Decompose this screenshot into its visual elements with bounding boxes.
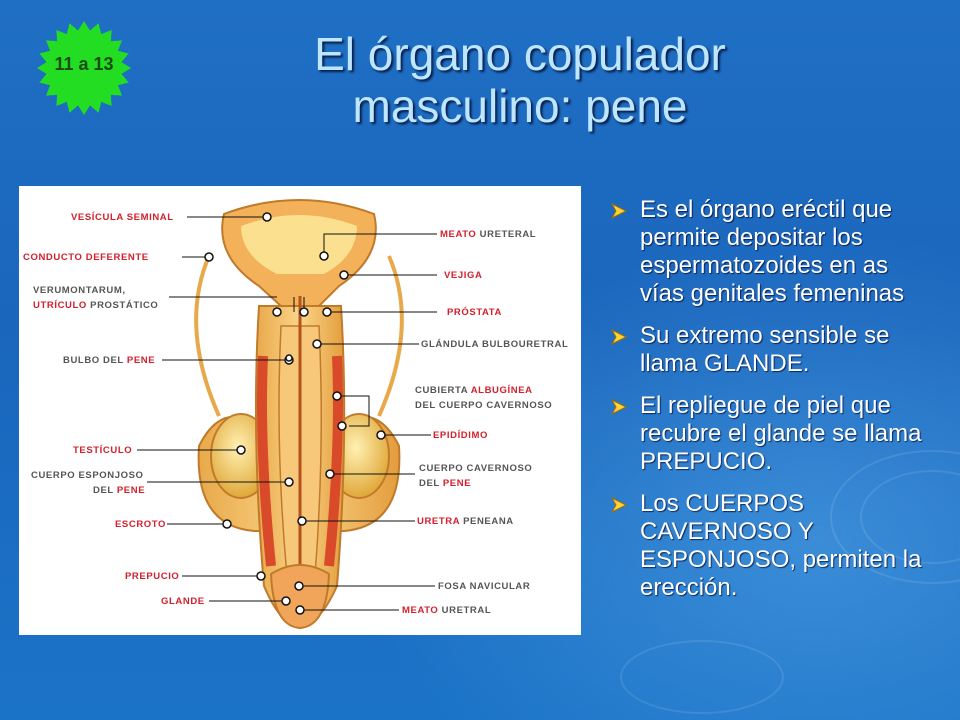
label-prepucio: PREPUCIO xyxy=(125,571,180,582)
arrow-bullet-icon xyxy=(610,328,628,346)
bullet-text: Es el órgano eréctil que permite depositar los espermatozoides en as vías genitales femeninas xyxy=(640,196,905,307)
label-del-pene-cavernoso: DEL PENE xyxy=(419,478,472,489)
label-cubierta-albuginea: CUBIERTA ALBUGÍNEA xyxy=(415,385,533,396)
label-verumontarum: VERUMONTARUM, xyxy=(33,285,126,296)
bullet-list xyxy=(608,196,938,616)
title-line-1: El órgano copulador xyxy=(314,28,726,80)
label-vejiga: VEJIGA xyxy=(444,270,483,281)
label-glandula-bulbouretral: GLÁNDULA BULBOURETRAL xyxy=(421,339,569,350)
label-glande: GLANDE xyxy=(161,596,205,607)
bullet-item xyxy=(608,490,938,602)
label-cuerpo-cavernoso: CUERPO CAVERNOSO xyxy=(419,463,533,474)
arrow-bullet-icon xyxy=(610,496,628,514)
bullet-text: El repliegue de piel que recubre el glande se llama PREPUCIO. xyxy=(640,392,922,475)
label-testiculo: TESTÍCULO xyxy=(73,445,133,456)
bullet-item xyxy=(608,392,938,476)
bullet-text: Los CUERPOS CAVERNOSO Y ESPONJOSO, permiten la erección. xyxy=(640,490,922,601)
label-del-pene-esponjoso: DEL PENE xyxy=(93,485,146,496)
label-cuerpo-esponjoso: CUERPO ESPONJOSO xyxy=(31,470,144,481)
label-meato-ureteral: MEATO URETERAL xyxy=(440,229,537,240)
label-escroto: ESCROTO xyxy=(115,519,167,530)
label-bulbo-del-pene: BULBO DEL PENE xyxy=(63,355,156,366)
label-meato-uretral: MEATO URETRAL xyxy=(402,605,492,616)
label-uretra-peneana: URETRA PENEANA xyxy=(417,516,514,527)
arrow-bullet-icon xyxy=(610,398,628,416)
label-conducto-deferente: CONDUCTO DEFERENTE xyxy=(23,252,149,263)
water-ripple xyxy=(620,640,784,714)
label-utriculo-prostatico: UTRÍCULO PROSTÁTICO xyxy=(33,300,159,311)
bullet-text: Su extremo sensible se llama GLANDE. xyxy=(640,322,890,377)
label-vesicula-seminal: VESÍCULA SEMINAL xyxy=(71,212,174,223)
bullet-item xyxy=(608,196,938,308)
label-epididimo: EPIDÍDIMO xyxy=(433,430,489,441)
bullet-item xyxy=(608,322,938,378)
slide-title xyxy=(230,28,810,132)
arrow-bullet-icon xyxy=(610,202,628,220)
label-prostata: PRÓSTATA xyxy=(447,307,502,318)
label-fosa-navicular: FOSA NAVICULAR xyxy=(438,581,531,592)
slide-number-badge: 11 a 13 xyxy=(54,54,114,74)
label-del-cuerpo-cavernoso: DEL CUERPO CAVERNOSO xyxy=(415,400,553,411)
title-line-2: masculino: pene xyxy=(352,80,688,132)
anatomy-diagram xyxy=(19,186,581,635)
